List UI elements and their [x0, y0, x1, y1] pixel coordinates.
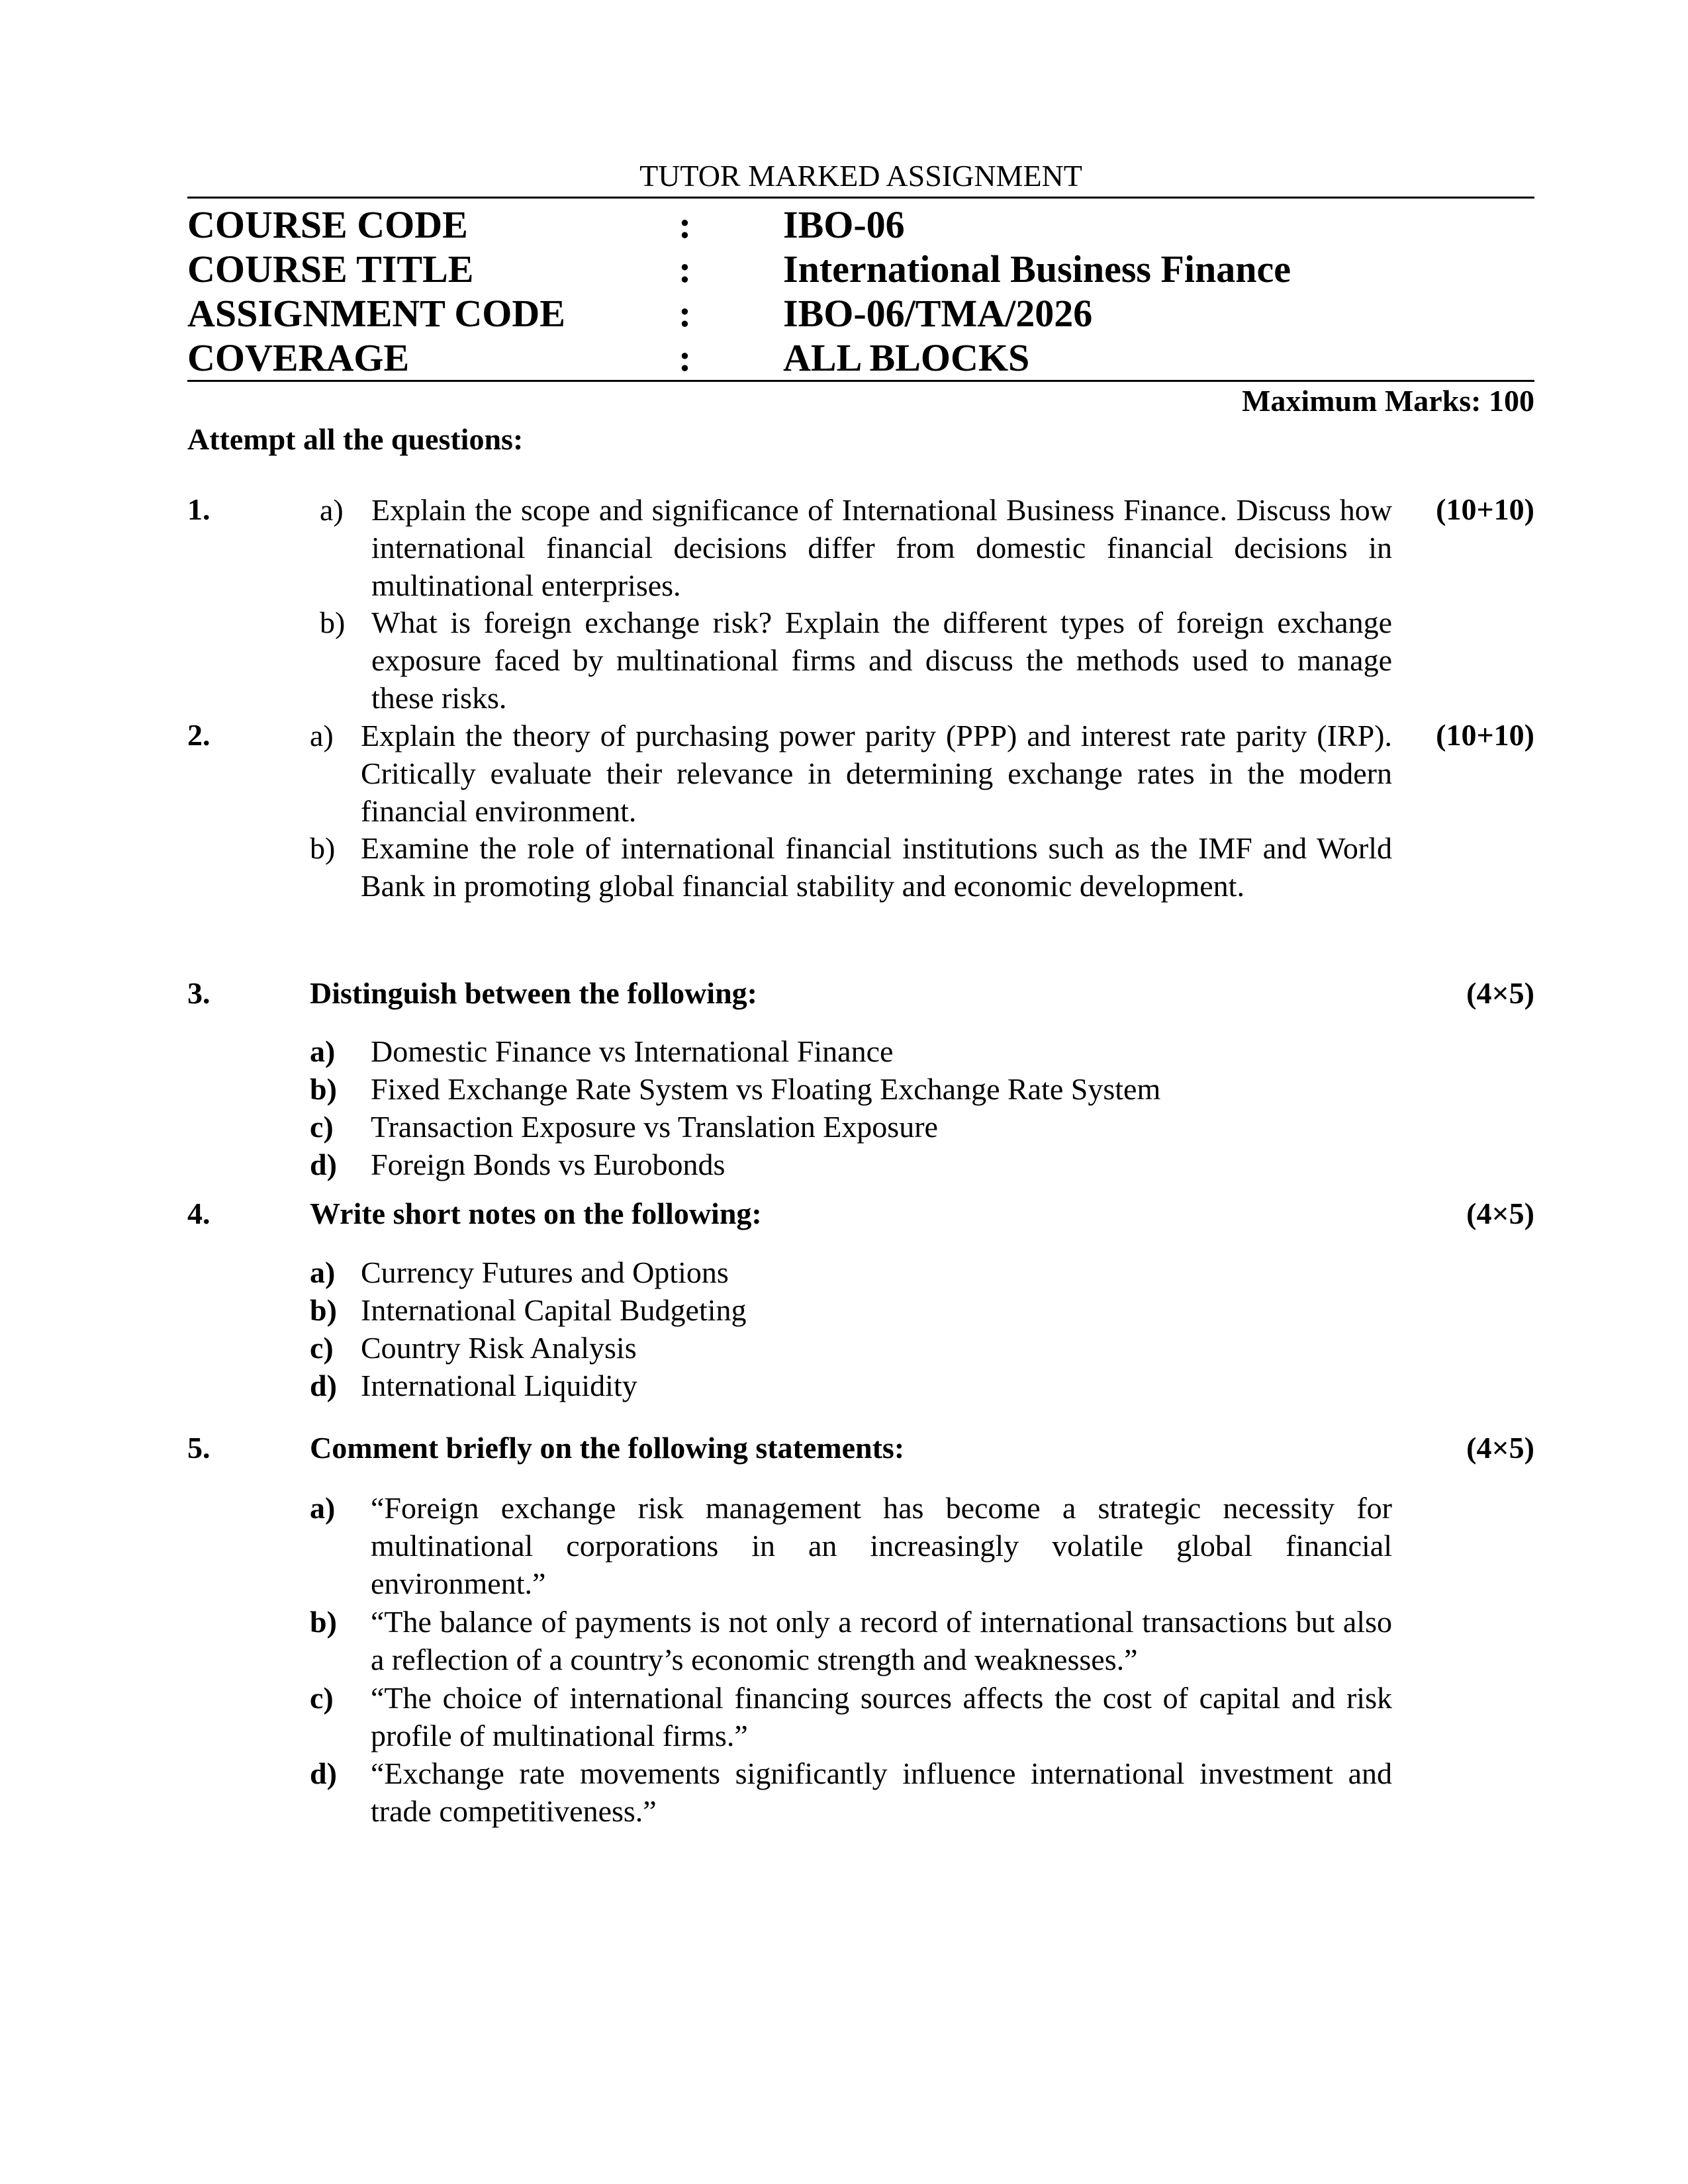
part-label: d): [310, 1756, 337, 1790]
header-top-rule: [187, 197, 1534, 199]
field-value: IBO-06: [783, 203, 905, 246]
course-title-row: [187, 248, 1534, 291]
part-label: a): [310, 1491, 336, 1525]
part-label: b): [310, 1293, 337, 1327]
field-key: ASSIGNMENT CODE: [187, 292, 565, 335]
question-heading: Distinguish between the following:: [310, 976, 757, 1010]
question-number: 3.: [187, 976, 211, 1010]
question-marks: (4×5): [1466, 1197, 1534, 1230]
assignment-code-row: [187, 292, 1534, 336]
field-key: COURSE CODE: [187, 203, 468, 246]
part-text: Country Risk Analysis: [361, 1331, 637, 1365]
field-key: COURSE TITLE: [187, 248, 474, 291]
part-text: Examine the role of international financial institutions such as the IMF and World Bank in promoting global financial stability and economic development.: [361, 831, 1392, 903]
question-marks: (10+10): [1436, 718, 1534, 752]
part-text: Transaction Exposure vs Translation Exposure: [371, 1110, 938, 1144]
question-marks: (4×5): [1466, 1431, 1534, 1465]
question-heading: Write short notes on the following:: [310, 1197, 762, 1230]
field-separator: :: [679, 203, 692, 246]
field-separator: :: [679, 336, 692, 379]
field-separator: :: [679, 248, 692, 291]
field-value: International Business Finance: [783, 248, 1291, 291]
maximum-marks: Maximum Marks: 100: [1241, 384, 1534, 418]
question-marks: (4×5): [1466, 976, 1534, 1010]
part-label: b): [320, 606, 346, 639]
question-marks: (10+10): [1436, 492, 1534, 526]
part-text: Foreign Bonds vs Eurobonds: [371, 1148, 726, 1181]
part-text: Explain the theory of purchasing power parity (PPP) and interest rate parity (IRP). Critically evaluate their relevance in determining exchange rates in the modern financial environment.: [361, 719, 1392, 828]
part-text: What is foreign exchange risk? Explain the different types of foreign exchange exposure faced by multinational firms and discuss the methods used to manage these risks.: [371, 606, 1392, 715]
part-text: “The balance of payments is not only a record of international transactions but also a reflection of a country’s economic strength and weaknesses.”: [371, 1605, 1392, 1676]
field-value: ALL BLOCKS: [783, 336, 1030, 379]
question-heading: Comment briefly on the following statements:: [310, 1431, 905, 1465]
part-text: Fixed Exchange Rate System vs Floating Exchange Rate System: [371, 1072, 1161, 1106]
part-label: b): [310, 1605, 337, 1639]
coverage-row: [187, 336, 1534, 380]
part-label: c): [310, 1331, 334, 1365]
course-code-row: [187, 203, 1534, 247]
part-label: a): [310, 1255, 336, 1289]
part-label: d): [310, 1148, 337, 1181]
part-text: “Foreign exchange risk management has become a strategic necessity for multinational corporations in an increasingly volatile global financial environment.”: [371, 1491, 1392, 1600]
part-label: b): [310, 1072, 337, 1106]
question-number: 4.: [187, 1197, 211, 1230]
field-key: COVERAGE: [187, 336, 410, 379]
part-text: Currency Futures and Options: [361, 1255, 729, 1289]
question-number: 5.: [187, 1431, 211, 1465]
question-number: 1.: [187, 492, 211, 526]
field-separator: :: [679, 292, 692, 335]
part-label: c): [310, 1681, 334, 1715]
part-text: “Exchange rate movements significantly influence international investment and trade competitiveness.”: [371, 1756, 1392, 1828]
part-label: a): [310, 719, 334, 752]
part-text: Domestic Finance vs International Finance: [371, 1034, 894, 1068]
part-text: International Liquidity: [361, 1369, 637, 1402]
part-label: b): [310, 831, 336, 865]
part-label: a): [320, 493, 344, 527]
question-number: 2.: [187, 718, 211, 752]
header-bottom-rule: [187, 380, 1534, 382]
part-label: d): [310, 1369, 337, 1402]
part-text: “The choice of international financing sources affects the cost of capital and risk profile of multinational firms.”: [371, 1681, 1392, 1752]
part-text: International Capital Budgeting: [361, 1293, 747, 1327]
field-value: IBO-06/TMA/2026: [783, 292, 1093, 335]
part-label: a): [310, 1034, 336, 1068]
part-label: c): [310, 1110, 334, 1144]
instruction: Attempt all the questions:: [187, 422, 524, 456]
part-text: Explain the scope and significance of International Business Finance. Discuss how international financial decisions differ from domestic financial decisions in multinational enterprises.: [371, 493, 1392, 602]
document-title: TUTOR MARKED ASSIGNMENT: [639, 159, 1082, 193]
